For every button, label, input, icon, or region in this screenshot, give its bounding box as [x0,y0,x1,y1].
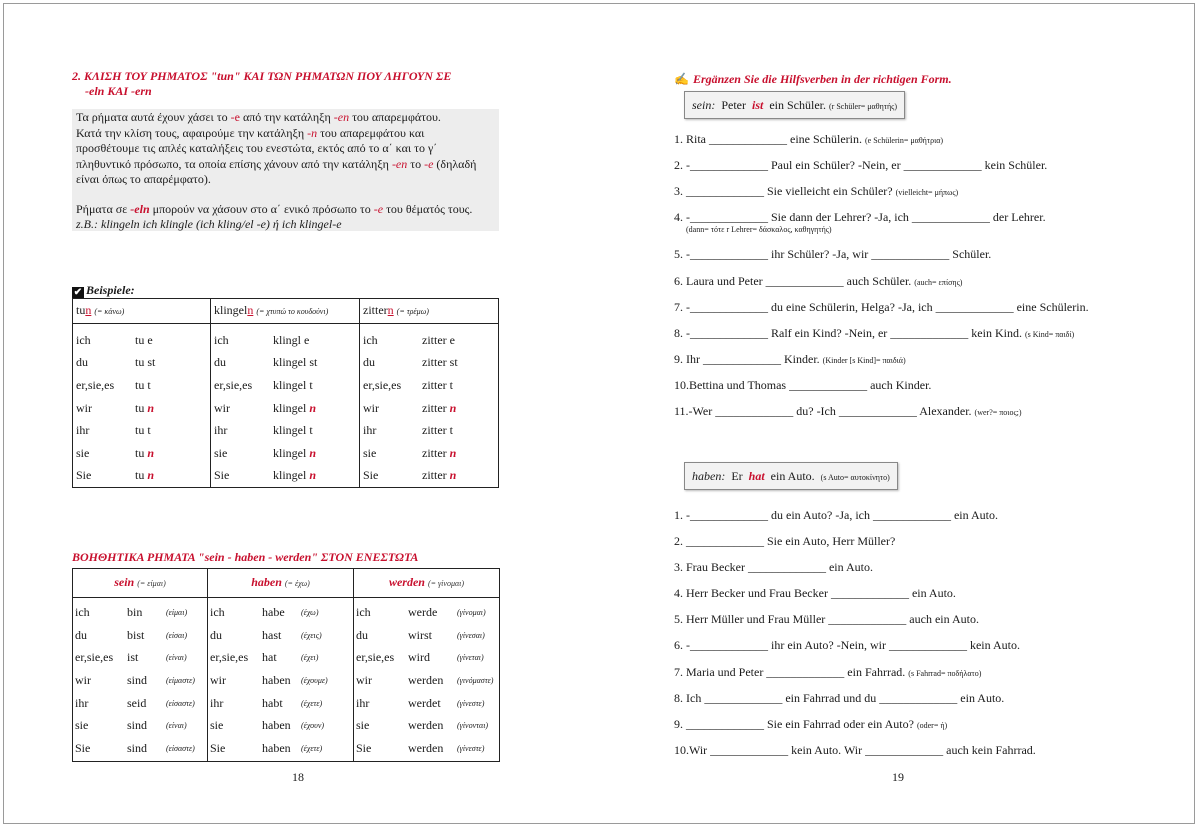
exercise-note: (wer?= ποιος;) [974,408,1022,417]
exercise-text: 1. -_____________ du ein Auto? -Ja, ich _____________ ein Auto. [674,508,998,522]
aux-column [354,598,500,762]
exercise-text: 9. _____________ Sie ein Fahrrad oder ein Auto? [674,717,917,731]
exercise-line [674,247,991,262]
aux-conjugation-row [210,714,353,737]
aux-conjugation-row [75,714,207,737]
exercise-text: 3. _____________ Sie vielleicht ein Schüler? [674,184,896,198]
pronoun: sie [76,445,90,460]
info-line: Κατά την κλίση τους, αφαιρούμε την κατάληξη -n του απαρεμφάτου και [76,125,425,140]
pronoun: du [75,627,87,642]
pronoun: sie [356,718,370,733]
conjugation-row [363,329,498,352]
pronoun: Sie [214,468,230,483]
aux-conjugation-row [210,624,353,647]
exercise-text: 1. Rita _____________ eine Schülerin. [674,132,865,146]
aux-conjugation-row [75,624,207,647]
pronoun: wir [214,400,230,415]
pronoun: du [214,355,226,370]
page-number-left: 18 [292,770,304,784]
aux-conjugation-row [356,601,499,624]
pronoun: er,sie,es [214,377,253,392]
aux-conjugation-row [356,669,499,692]
exercise-note: (vielleicht= μήπως) [895,188,959,197]
aux-conjugation-row [356,737,499,760]
verb-form [135,333,153,348]
exercise-note: (dann= τότε r Lehrer= δάσκαλος, καθηγητής) [686,225,832,234]
page-number-right: 19 [892,770,904,784]
pronoun: ihr [363,423,377,438]
pronoun: sie [210,718,224,733]
pronoun: ich [363,332,378,347]
verb-form [273,333,309,348]
section-title-line1: 2. ΚΛΙΣΗ ΤΟΥ ΡΗΜΑΤΟΣ "tun" ΚΑΙ ΤΩΝ ΡΗΜΑΤΩΝ ΠΟΥ ΛΗΓΟΥΝ ΣΕ [72,69,452,83]
greek-gloss: (είμαστε) [166,675,195,685]
verb-form: habe [262,604,285,619]
aux-conjugation-row [210,646,353,669]
exercise-text: 6. Laura und Peter _____________ auch Schüler. [674,274,915,288]
exercise-text: 10.Bettina und Thomas _____________ auch Kinder. [674,378,932,392]
verb-form [422,378,453,393]
exercise-note: (Kinder [s Kind]= παιδιά) [822,356,906,365]
beispiele-heading: ✔ Beispiele: [73,283,135,298]
pronoun: Sie [76,468,92,483]
verb-form [135,355,155,370]
aux-conjugation-row [210,669,353,692]
verb-stem: zitter t [422,423,453,438]
verb-form [135,468,154,483]
pronoun: ich [214,332,229,347]
conjugation-row [76,465,210,488]
exercise-line [674,274,962,289]
exercise-text: 2. _____________ Sie ein Auto, Herr Müller? [674,534,896,548]
verb-stem: tu [135,445,148,460]
verb-form: hast [262,627,282,642]
verb-form: wirst [408,627,432,642]
greek-gloss: (γίνεται) [457,653,484,663]
verb-form [422,446,456,461]
exercise-line [674,586,956,601]
exercise-text: 7. -_____________ du eine Schülerin, Helga? -Ja, ich _____________ eine Schülerin. [674,300,1089,314]
conjugation-row [363,374,498,397]
verb-form: werde [408,604,438,619]
conjugation-row [76,419,210,442]
exercise-text: 8. Ich _____________ ein Fahrrad und du _____________ ein Auto. [674,691,1005,705]
conjugation-row [363,352,498,375]
verb-form [273,423,313,438]
example-header: tun (= κάνω) [73,299,211,324]
pronoun: er,sie,es [210,650,249,665]
greek-gloss: (γίνεστε) [457,743,485,753]
pronoun: ihr [76,423,90,438]
greek-gloss: (έχω) [301,607,319,617]
pronoun: er,sie,es [356,650,395,665]
verb-form: ist [127,650,139,665]
exercise-title: ✍ Ergänzen Sie die Hilfsverben in der richtigen Form. [674,72,952,86]
aux-conjugation-row [356,714,499,737]
verb-form [135,401,154,416]
conjugation-row [76,329,210,352]
example-header: zittern (= τρέμω) [360,299,499,324]
aux-conjugation-row [210,737,353,760]
greek-gloss: (έχουμε) [301,675,328,685]
verb-stem: zitter e [422,332,455,347]
exercise-text: 3. Frau Becker _____________ ein Auto. [674,560,873,574]
verb-form [273,355,317,370]
exercise-line [674,508,998,523]
exercise-text: 2. -_____________ Paul ein Schüler? -Nein, er _____________ kein Schüler. [674,158,1048,172]
checkmark-icon: ✔ [73,287,83,298]
conjugation-row [363,465,498,488]
verb-stem: zitter t [422,377,453,392]
verb-form [422,333,455,348]
verb-stem: klingel [273,445,310,460]
greek-gloss: (έχει) [301,653,319,663]
verb-form [273,446,316,461]
exercise-line [674,612,979,627]
verb-form: wird [408,650,430,665]
aux-conjugation-row [356,646,499,669]
verb-form: haben [262,740,291,755]
pronoun: er,sie,es [76,377,115,392]
exercise-note: (e Schülerin= μαθήτρια) [864,136,944,145]
verb-ending: n [147,400,155,415]
sein-example-box: sein: Peter ist ein Schüler. (r Schüler= μαθητής) [684,91,905,119]
section-title-line2: -eln KAI -ern [85,84,152,98]
conjugation-row [76,352,210,375]
verb-stem: tu t [135,377,151,392]
verb-stem: klingel t [273,423,313,438]
verb-form [135,446,154,461]
pronoun: ihr [214,423,228,438]
exercise-line [674,300,1089,315]
greek-gloss: (είμαι) [166,607,188,617]
verb-stem: tu st [135,355,156,370]
verb-form [422,468,456,483]
aux-conjugation-row [210,601,353,624]
exercise-note: (auch= επίσης) [914,278,963,287]
info-line: προσθέτουμε τις απλές καταλήξεις του ενεστώτα, εκτός από το α΄ και το γ΄ [76,141,438,155]
pronoun: ihr [356,695,370,710]
pronoun: wir [356,672,372,687]
pronoun: Sie [75,740,91,755]
verb-form: bin [127,604,143,619]
example-column [360,324,499,488]
verb-stem: klingel st [273,355,318,370]
exercise-line [674,691,1004,706]
exercise-line [674,404,1022,419]
exercise-line [674,158,1047,173]
verb-stem: klingel t [273,377,313,392]
greek-gloss: (έχουν) [301,721,325,731]
pronoun: ihr [75,695,89,710]
conjugation-row [76,442,210,465]
aux-column [208,598,354,762]
verb-form: werdet [408,695,441,710]
verb-stem: zitter [422,468,450,483]
conjugation-row [214,442,359,465]
conjugation-row [363,419,498,442]
example-column [211,324,360,488]
verb-form [135,378,151,393]
aux-conjugation-row [210,692,353,715]
exercise-text: 8. -_____________ Ralf ein Kind? -Nein, er _____________ kein Kind. [674,326,1025,340]
greek-gloss: (γίνονται) [457,721,489,731]
exercise-text: 9. Ihr _____________ Kinder. [674,352,823,366]
pronoun: wir [76,400,92,415]
verb-form: hat [262,650,277,665]
aux-header: haben (= έχω) [208,569,354,598]
greek-gloss: (είσαι) [166,630,188,640]
aux-conjugation-row [75,601,207,624]
aux-conjugation-row [356,692,499,715]
verb-form [273,401,316,416]
info-line: πληθυντικό πρόσωπο, τα οποία επίσης χάνουν από την κατάληξη -en το -e (δηλαδή [76,156,477,171]
conjugation-row [214,374,359,397]
pronoun: du [210,627,222,642]
exercise-line [674,717,947,732]
pronoun: wir [75,672,91,687]
conjugation-row [214,419,359,442]
aux-conjugation-row [356,624,499,647]
aux-column [73,598,208,762]
exercise-line [674,378,931,393]
aux-header: sein (= είμαι) [73,569,208,598]
exercise-line [674,560,873,575]
verb-stem: tu e [135,332,153,347]
verb-form: werden [408,672,444,687]
exercise-text: 6. -_____________ ihr ein Auto? -Nein, wir _____________ kein Auto. [674,638,1020,652]
exercise-text: 7. Maria und Peter _____________ ein Fahrrad. [674,665,909,679]
verb-form [135,423,151,438]
conjugation-row [214,329,359,352]
verb-form [422,423,453,438]
conjugation-row [363,397,498,420]
example-header: klingeln (= χτυπώ το κουδούνι) [211,299,360,324]
verb-ending: n [309,445,317,460]
info-line: είναι όπως το απαρέμφατο). [76,172,211,186]
writing-hand-icon: ✍ [674,72,689,86]
greek-gloss: (γίνεστε) [457,698,485,708]
verb-stem: klingl e [273,332,310,347]
exercise-line [674,210,1046,235]
haben-example-box: haben: Er hat ein Auto. (s Auto= αυτοκίνητο) [684,462,898,490]
pronoun: du [363,355,375,370]
exercise-text: 4. Herr Becker und Frau Becker _____________ ein Auto. [674,586,956,600]
exercise-text: 11.-Wer _____________ du? -Ich _____________ Alexander. [674,404,975,418]
pronoun: ich [356,604,371,619]
verb-ending: n [449,400,457,415]
exercise-text: 10.Wir _____________ kein Auto. Wir _____________ auch kein Fahrrad. [674,743,1036,757]
verb-stem: tu [135,400,148,415]
exercise-line [674,665,981,680]
conjugation-row [214,465,359,488]
pronoun: sie [75,718,89,733]
info-line: Τα ρήματα αυτά έχουν χάσει το -e από την κατάληξη -en του απαρεμφάτου. [76,110,441,124]
exercise-line [674,534,895,549]
verb-form [422,401,456,416]
verb-form: bist [127,627,145,642]
aux-conjugation-row [75,669,207,692]
grammar-info-box [72,109,499,231]
aux-conjugation-row [75,646,207,669]
pronoun: er,sie,es [75,650,114,665]
aux-conjugation-row [75,737,207,760]
verb-form: werden [408,740,444,755]
verb-form [273,468,316,483]
verb-form: werden [408,718,444,733]
pronoun: du [356,627,368,642]
verb-form: haben [262,718,291,733]
verb-ending: n [309,400,317,415]
verb-form: sind [127,672,148,687]
conjugation-row [363,442,498,465]
exercise-note: (oder= ή) [916,721,948,730]
greek-gloss: (γίνομαι) [457,607,486,617]
verb-stem: zitter [422,445,450,460]
verb-form: sind [127,718,148,733]
exercise-line [674,132,943,147]
pronoun: ich [75,604,90,619]
examples-table [72,298,499,488]
exercise-line [674,638,1020,653]
pronoun: wir [363,400,379,415]
pronoun: sie [214,445,228,460]
verb-stem: klingel [273,400,310,415]
verb-stem: zitter st [422,355,458,370]
pronoun: Sie [356,740,372,755]
verb-form [422,355,458,370]
verb-ending: n [147,445,155,460]
verb-ending: n [309,468,317,483]
example-column [73,324,211,488]
conjugation-row [214,352,359,375]
pronoun: du [76,355,88,370]
verb-ending: n [147,468,155,483]
greek-gloss: (είσαστε) [166,698,195,708]
greek-gloss: (γινόμαστε) [457,675,494,685]
verb-form: haben [262,672,291,687]
conjugation-row [76,397,210,420]
exercise-line [674,352,906,367]
pronoun: ich [210,604,225,619]
verb-ending: n [449,468,457,483]
verb-form: habt [262,695,283,710]
greek-gloss: (έχεις) [301,630,322,640]
greek-gloss: (είσαστε) [166,743,195,753]
verb-ending: n [449,445,457,460]
pronoun: Sie [210,740,226,755]
greek-gloss: (είναι) [166,653,187,663]
info-line: Ρήματα σε -eln μπορούν να χάσουν στο α΄ ενικό πρόσωπο το -e του θέματός τους. [76,201,473,216]
verb-stem: zitter [422,400,450,415]
exercise-note: (s Fahrrad= ποδήλατο) [908,669,982,678]
verb-form [273,378,313,393]
pronoun: wir [210,672,226,687]
pronoun: Sie [363,468,379,483]
aux-header: werden (= γίνομαι) [354,569,500,598]
exercise-text: 4. -_____________ Sie dann der Lehrer? -Ja, ich _____________ der Lehrer. [674,210,1046,224]
verb-stem: tu t [135,423,151,438]
greek-gloss: (έχετε) [301,743,323,753]
pronoun: ich [76,332,91,347]
exercise-line [674,184,958,199]
pronoun: sie [363,445,377,460]
verb-form: sind [127,740,148,755]
info-example: z.B.: klingeln ich klingle (ich kling/el -e) ή ich klingel-e [76,217,342,231]
greek-gloss: (είναι) [166,721,187,731]
conjugation-row [76,374,210,397]
greek-gloss: (έχετε) [301,698,323,708]
section-title [72,69,451,99]
greek-gloss: (γίνεσαι) [457,630,485,640]
exercise-text: 5. Herr Müller und Frau Müller _____________ auch ein Auto. [674,612,979,626]
exercise-line [674,743,1036,758]
aux-verbs-table [72,568,500,762]
verb-stem: tu [135,468,148,483]
conjugation-row [214,397,359,420]
exercise-text: 5. -_____________ ihr Schüler? -Ja, wir _____________ Schüler. [674,247,992,261]
verb-form: seid [127,695,147,710]
pronoun: ihr [210,695,224,710]
exercise-note: (s Kind= παιδί) [1024,330,1075,339]
pronoun: er,sie,es [363,377,402,392]
aux-conjugation-row [75,692,207,715]
aux-verbs-title: ΒΟΗΘΗΤΙΚΑ ΡΗΜΑΤΑ "sein - haben - werden" ΣΤΟΝ ΕΝΕΣΤΩΤΑ [72,550,419,564]
verb-stem: klingel [273,468,310,483]
exercise-line [674,326,1074,341]
